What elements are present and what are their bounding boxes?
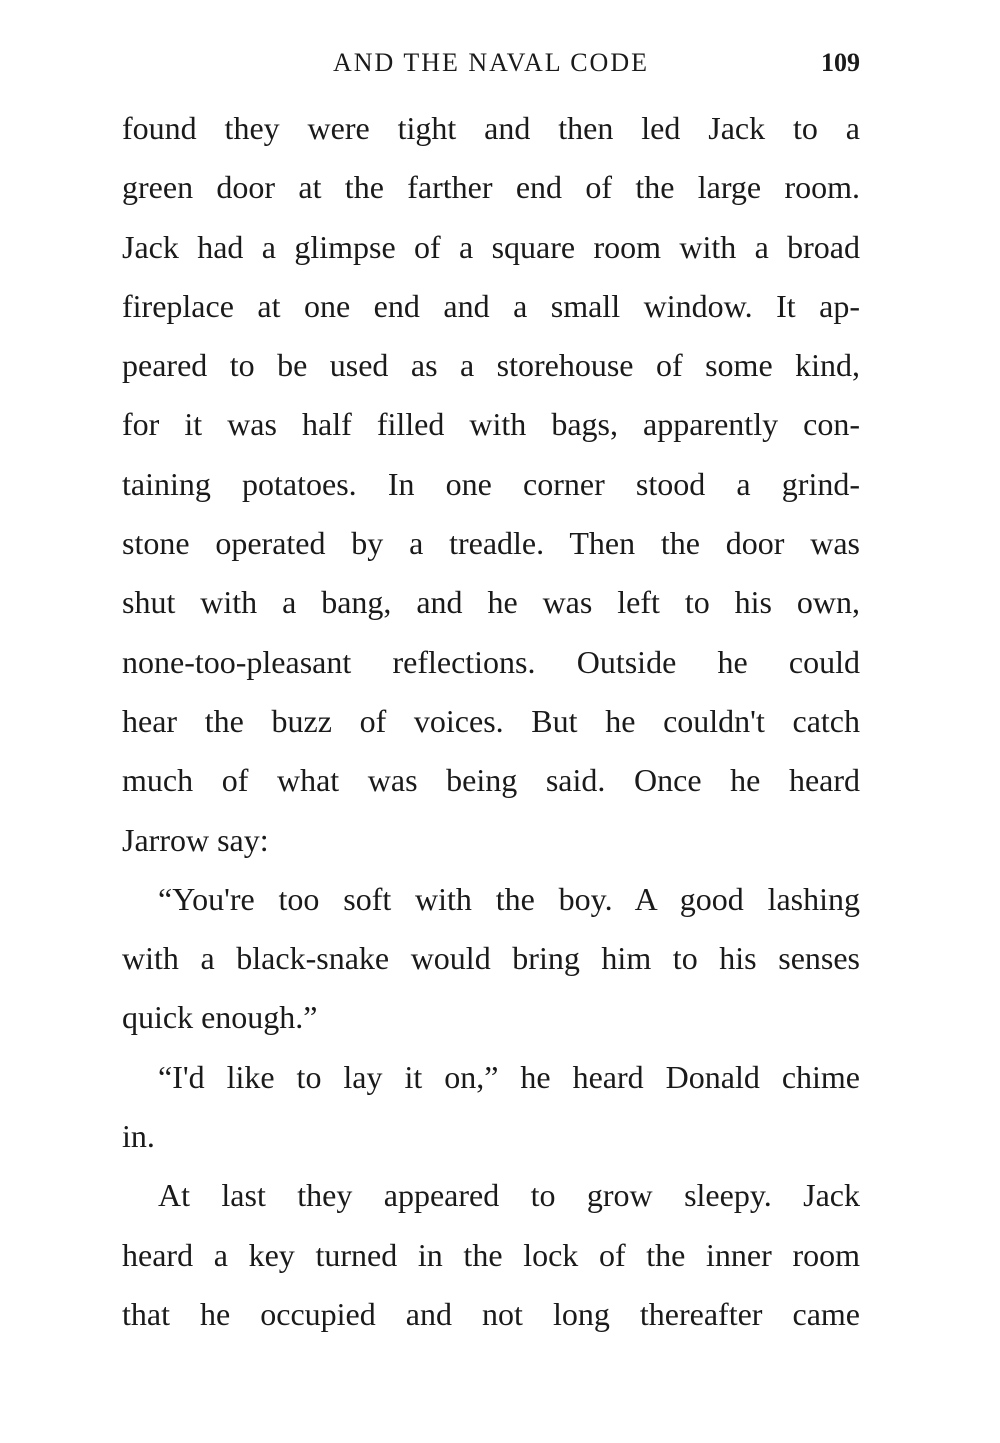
text-line: green door at the farther end of the large room. [122,169,860,206]
text-line: found they were tight and then led Jack to a [122,110,860,146]
text-line: “You're too soft with the boy. A good lashing [158,880,860,917]
text-line: peared to be used as a storehouse of some kind, [122,347,860,384]
text-line: much of what was being said. Once he heard [122,762,860,799]
text-line: At last they appeared to grow sleepy. Jack [158,1177,860,1214]
text-line: for it was half filled with bags, apparently con- [122,406,860,443]
text-line: shut with a bang, and he was left to his own, [122,584,860,621]
text-line: Jarrow say: [122,821,269,858]
text-line: heard a key turned in the lock of the inner room [122,1236,860,1273]
text-line: quick enough.” [122,999,318,1036]
running-title: AND THE NAVAL CODE [333,48,649,77]
text-line: “I'd like to lay it on,” he heard Donald chime [158,1058,860,1095]
text-line: fireplace at one end and a small window. It ap- [122,287,860,324]
text-line: none-too-pleasant reflections. Outside he could [122,643,860,680]
text-line: that he occupied and not long thereafter came [122,1295,860,1332]
text-line: in. [122,1118,155,1155]
text-line: taining potatoes. In one corner stood a grind- [122,465,860,502]
body-text [122,99,860,1344]
text-line: Jack had a glimpse of a square room with a broad [122,228,860,265]
running-head [122,48,860,88]
text-line: with a black-snake would bring him to his senses [122,940,860,977]
text-line: stone operated by a treadle. Then the door was [122,525,860,562]
page-number: 109 [821,48,860,77]
text-line: hear the buzz of voices. But he couldn't catch [122,702,860,739]
